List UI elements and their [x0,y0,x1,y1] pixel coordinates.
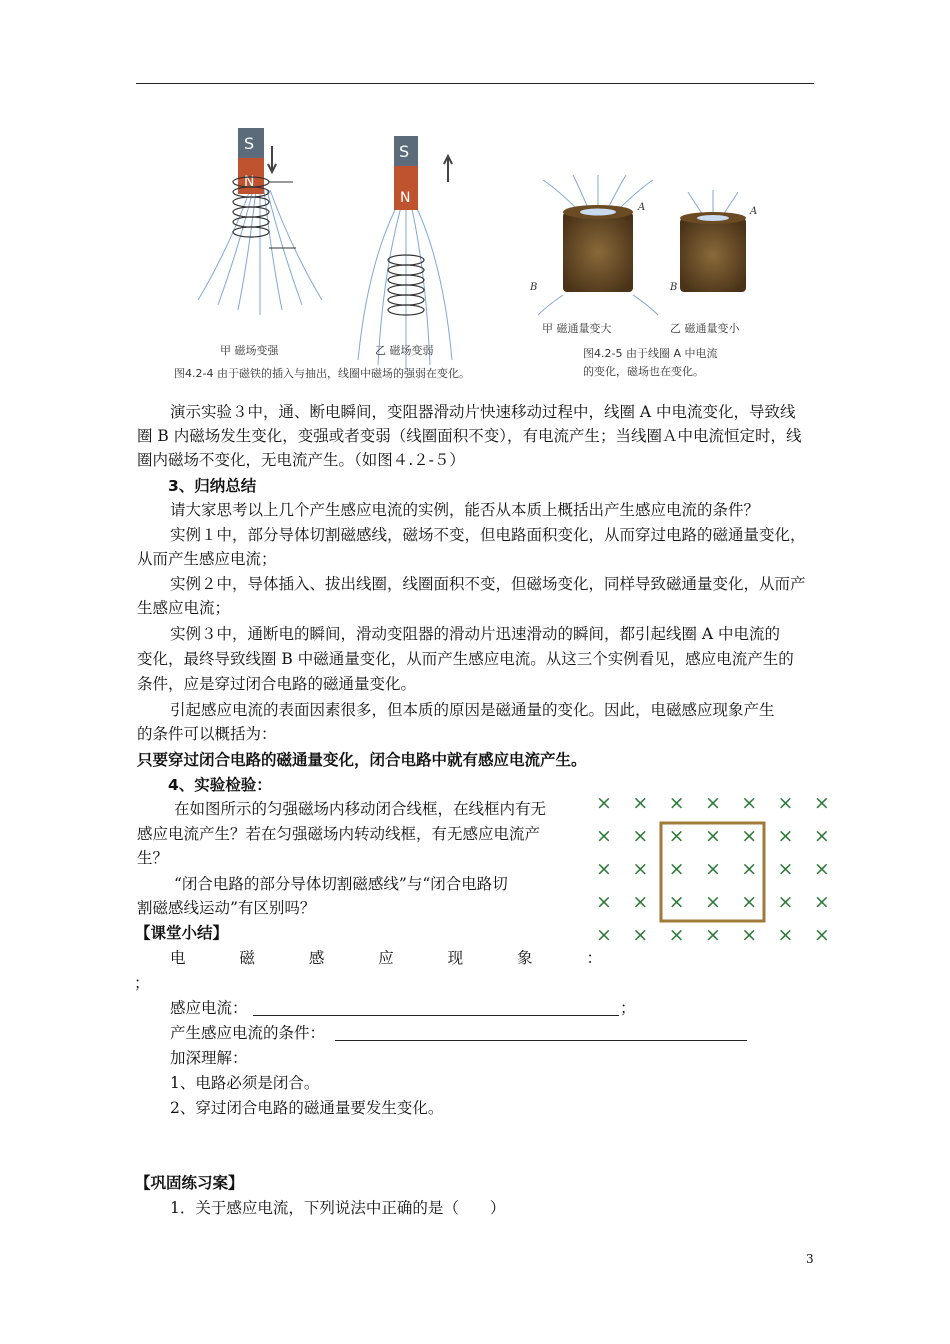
heading-class-summary: 【课堂小结】 [135,924,229,942]
p4-line1: 实例２中，导体插入、拔出线圈，线圈面积不变，但磁场变化，同样导致磁通量变化，从而产 [170,575,806,593]
summary-char: ： [586,949,602,967]
q1-line3: 生？ [137,849,169,867]
fig-424-left-label: 甲 磁场变强 [220,344,279,357]
field-cross: × [741,792,758,814]
svg-text:A: A [750,206,758,217]
blank-line-1 [253,1015,619,1016]
summary-induced-current: 感应电流： [170,999,248,1017]
q2-line1: “闭合电路的部分导体切割磁感线”与“闭合电路切 [174,875,508,893]
field-cross: × [596,858,612,880]
fig-425-right-label: 乙 磁通量变小 [670,322,740,335]
summary-point-2: 2、穿过闭合电路的磁通量要发生变化。 [170,1099,444,1117]
q1-line1: 在如图所示的匀强磁场内移动闭合线框，在线框内有无 [174,800,547,818]
summary-char: 感 [308,949,325,967]
summary-char: 现 [447,949,464,967]
summary-line2-end: ； [620,999,636,1017]
fig-424-caption: 图4.2-4 由于磁铁的插入与抽出，线圈中磁场的强弱在变化。 [174,367,470,380]
summary-semicolon: ； [134,974,150,992]
field-cross: × [632,924,649,946]
svg-text:B: B [670,282,678,293]
p1-line3: 圈内磁场不变化，无电流产生。（如图４.２-５） [137,451,465,469]
field-lines-left [198,190,322,315]
practice-question-1: 1．关于感应电流，下列说法中正确的是（ ） [170,1199,506,1217]
svg-text:N: N [400,190,411,206]
coil-b-small [680,218,746,292]
field-cross: × [668,858,685,880]
fig-425-caption-2: 的变化，磁场也在变化。 [583,365,704,378]
field-cross: × [777,858,794,880]
header-rule [136,83,814,84]
field-cross: × [813,858,830,880]
field-cross: × [813,891,830,913]
conclusion: 只要穿过闭合电路的磁通量变化，闭合电路中就有感应电流产生。 [137,751,587,769]
p4-line2: 生感应电流； [137,599,231,617]
page-number: 3 [806,1252,814,1266]
field-cross: × [813,825,830,847]
heading-practice: 【巩固练习案】 [135,1174,244,1192]
field-cross: × [596,891,612,913]
field-cross: × [596,825,612,847]
field-cross: × [741,924,758,946]
fig-424-right-label: 乙 磁场变弱 [375,344,434,357]
field-cross: × [632,792,649,814]
summary-char: 象 [517,949,533,967]
svg-text:S: S [399,142,410,161]
p1-line1: 演示实验３中，通、断电瞬间，变阻器滑动片快速移动过程中，线圈 A 中电流变化，导致线 [170,403,796,421]
svg-text:N: N [244,174,255,190]
p6-line1: 引起感应电流的表面因素很多，但本质的原因是磁通量的变化。因此，电磁感应现象产生 [170,701,775,719]
field-cross: × [704,825,721,847]
arrow-down-icon [268,146,276,172]
field-cross: × [813,924,830,946]
field-cross: × [777,924,794,946]
fig-425-caption-1: 图4.2-5 由于线圈 A 中电流 [583,347,718,360]
field-cross: × [704,924,721,946]
magnetic-field-grid [590,790,830,950]
field-cross: × [668,792,685,814]
field-cross: × [704,858,721,880]
heading-summary-3: 3、归纳总结 [168,477,257,495]
field-cross: × [777,792,794,814]
summary-char: 应 [378,949,394,967]
field-cross: × [596,792,612,814]
summary-condition: 产生感应电流的条件： [170,1024,326,1042]
field-cross: × [741,891,758,913]
p3-line1: 实例１中，部分导体切割磁感线，磁场不变，但电路面积变化，从而穿过电路的磁通量变化， [170,526,806,544]
field-cross: × [741,858,758,880]
summary-char: 电 [170,949,186,967]
field-cross: × [813,792,830,814]
summary-spread-line [170,946,602,970]
p5-line2: 变化，最终导致线圈 B 中磁通量变化，从而产生感应电流。从这三个实例看见，感应电流产生的 [137,650,794,668]
p6-line2: 的条件可以概括为： [137,725,277,743]
summary-point-1: 1、电路必须是闭合。 [170,1074,320,1092]
heading-experiment-4: 4、实验检验： [168,776,272,794]
field-cross: × [704,792,721,814]
field-cross: × [704,891,721,913]
field-cross: × [596,924,612,946]
summary-deepen: 加深理解： [170,1049,248,1067]
field-cross: × [668,825,685,847]
p5-line1: 实例３中，通断电的瞬间，滑动变阻器的滑动片迅速滑动的瞬间，都引起线圈 A 中电流的 [170,625,781,643]
p1-line2: 圈 B 内磁场发生变化，变强或者变弱（线圈面积不变），有电流产生；当线圈Ａ中电流恒定时，线 [137,427,802,445]
svg-text:S: S [244,134,255,153]
q1-line2: 感应电流产生？若在匀强磁场内转动线框，有无感应电流产 [137,825,541,843]
blank-line-2 [335,1040,747,1041]
field-cross: × [632,891,649,913]
field-cross: × [668,924,685,946]
p3-line2: 从而产生感应电流； [137,550,277,568]
svg-text:B: B [530,282,538,293]
field-cross: × [777,825,794,847]
arrow-up-icon [444,156,452,182]
field-lines-right-b [688,190,738,215]
q2-line2: 割磁感线运动”有区别吗？ [137,899,316,917]
field-cross: × [632,858,649,880]
field-cross: × [632,825,649,847]
summary-char: 磁 [239,949,255,967]
p2: 请大家思考以上几个产生感应电流的实例，能否从本质上概括出产生感应电流的条件？ [170,501,760,519]
field-cross: × [741,825,758,847]
field-cross: × [668,891,685,913]
field-cross: × [777,891,794,913]
p5-line3: 条件，应是穿过闭合电路的磁通量变化。 [137,675,417,693]
fig-425-left-label: 甲 磁通量变大 [542,322,612,335]
coil-a-large [563,212,633,292]
svg-text:A: A [638,202,646,213]
